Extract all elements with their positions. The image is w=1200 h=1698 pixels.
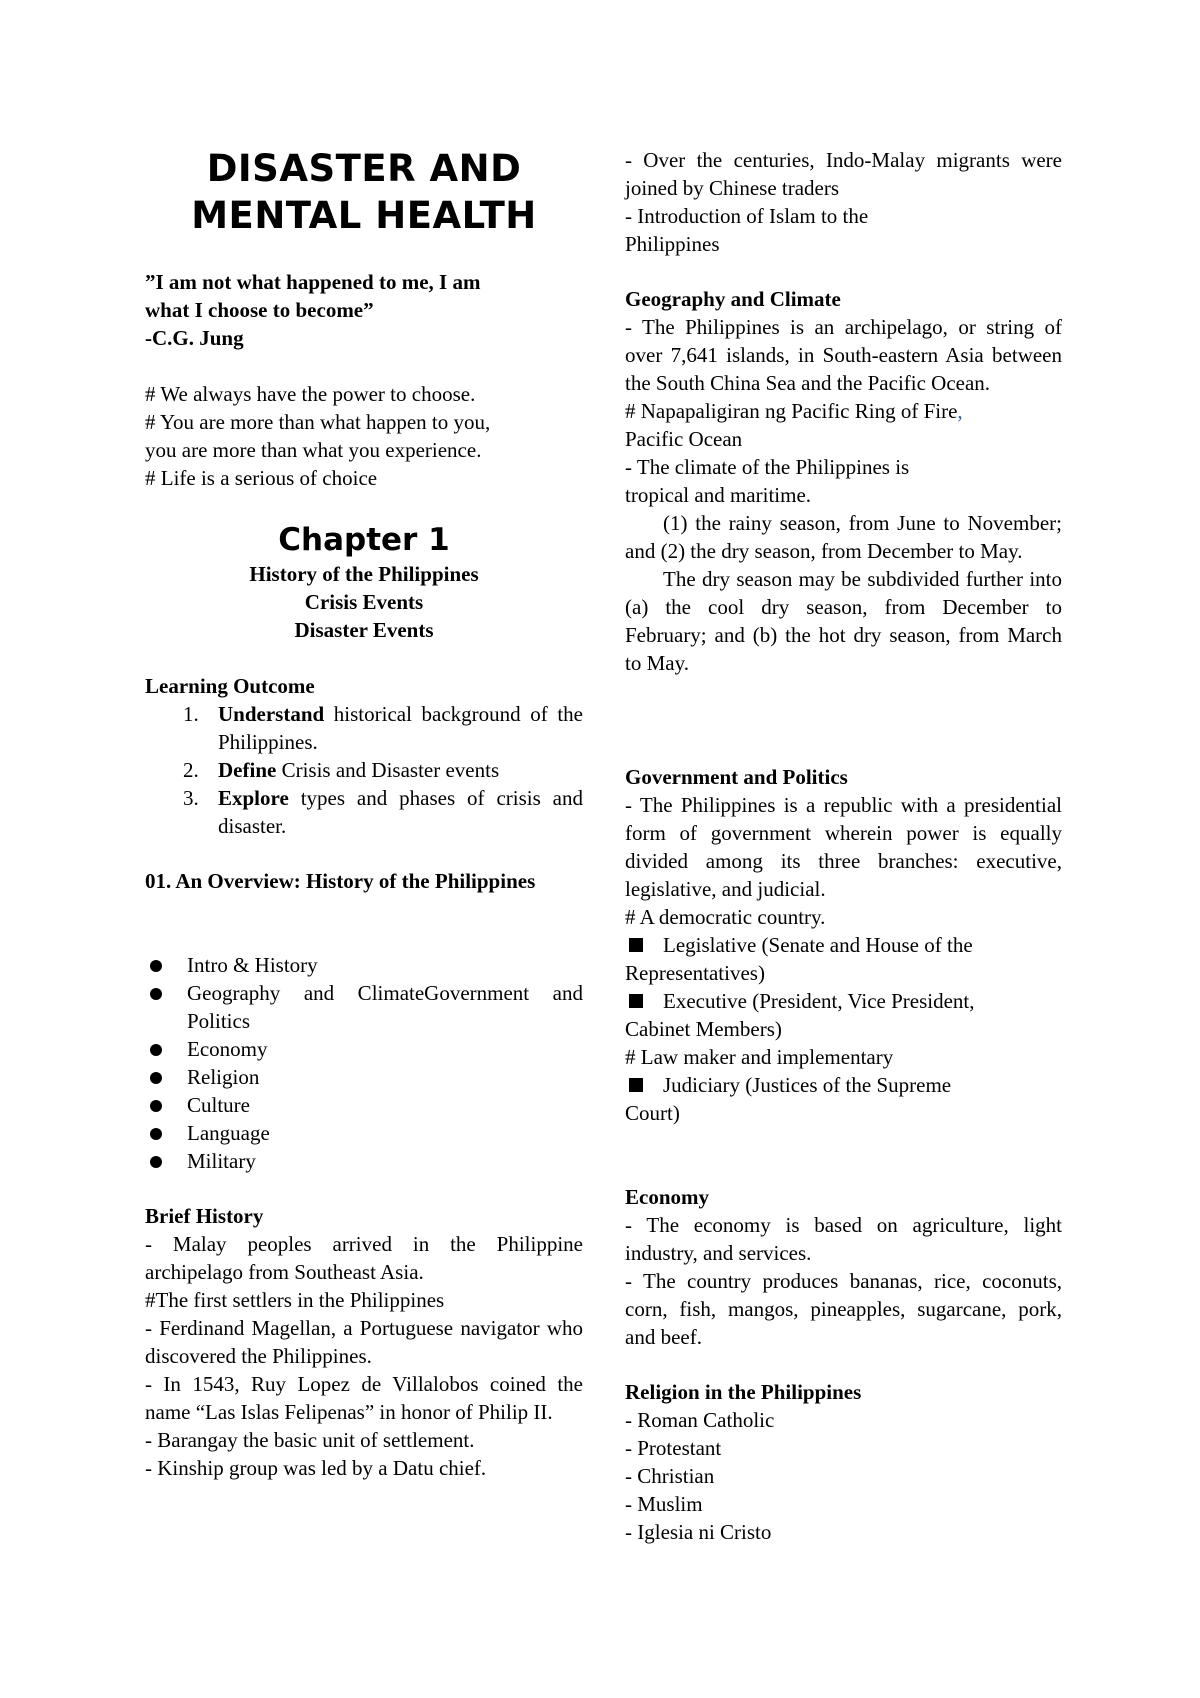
list-item xyxy=(145,951,583,979)
intro-notes xyxy=(145,380,583,492)
history-paragraph: Philippines xyxy=(625,232,720,256)
history-continued xyxy=(625,146,1062,258)
government-heading: Government and Politics xyxy=(625,765,848,789)
economy-heading: Economy xyxy=(625,1185,709,1209)
topic-label: Culture xyxy=(187,1093,250,1117)
square-bullet-icon xyxy=(629,938,643,952)
topic-label: Intro & History xyxy=(187,953,318,977)
note-line: # Life is a serious of choice xyxy=(145,466,378,490)
outcome-keyword: Explore xyxy=(218,786,289,810)
topic-label: Geography and ClimateGovernment and Politics xyxy=(187,981,583,1033)
government-branch xyxy=(625,987,1062,1015)
outcome-text: types and phases of crisis and disaster. xyxy=(218,786,583,838)
topic-label: Economy xyxy=(187,1037,268,1061)
outcome-number: 1. xyxy=(183,702,199,726)
note-line: you are more than what you experience. xyxy=(145,438,482,462)
religion-item: - Iglesia ni Cristo xyxy=(625,1520,772,1544)
outcome-keyword: Understand xyxy=(218,702,325,726)
title-line-1: DISASTER AND xyxy=(206,147,522,190)
topics-list xyxy=(145,951,583,1175)
government-note: # A democratic country. xyxy=(625,905,826,929)
geography-heading: Geography and Climate xyxy=(625,287,841,311)
geography-section xyxy=(625,285,1062,677)
religion-item: - Muslim xyxy=(625,1492,703,1516)
bullet-icon xyxy=(150,1156,162,1168)
history-paragraph: - Barangay the basic unit of settlement. xyxy=(145,1428,475,1452)
government-section xyxy=(625,763,1062,1127)
history-paragraph: - Malay peoples arrived in the Philippine archipelago from Southeast Asia. xyxy=(145,1232,583,1284)
bullet-icon xyxy=(150,988,162,1000)
outcome-text: historical background of the Philippines. xyxy=(218,702,583,754)
geography-paragraph: tropical and maritime. xyxy=(625,483,812,507)
list-item xyxy=(145,979,583,1035)
government-note: # Law maker and implementary xyxy=(625,1045,894,1069)
religion-heading: Religion in the Philippines xyxy=(625,1380,862,1404)
government-branch-continued: Representatives) xyxy=(625,961,765,985)
learning-outcome-item xyxy=(145,784,583,840)
topic-label: Religion xyxy=(187,1065,260,1089)
religion-item: - Christian xyxy=(625,1464,715,1488)
bullet-icon xyxy=(150,1128,162,1140)
economy-paragraph: - The country produces bananas, rice, coconuts, corn, fish, mangos, pineapples, sugarcane, pork, and beef. xyxy=(625,1269,1062,1349)
history-paragraph: - Over the centuries, Indo-Malay migrants were joined by Chinese traders xyxy=(625,148,1062,200)
list-item xyxy=(145,1063,583,1091)
note-line: # We always have the power to choose. xyxy=(145,382,476,406)
outcome-number: 2. xyxy=(183,758,199,782)
chapter-subtitles xyxy=(145,560,583,644)
bullet-icon xyxy=(150,1044,162,1056)
branch-text: Legislative (Senate and House of the xyxy=(663,933,973,957)
government-branch xyxy=(625,931,1062,959)
bullet-icon xyxy=(150,1072,162,1084)
brief-history-heading: Brief History xyxy=(145,1204,264,1228)
quote-line-2: what I choose to become” xyxy=(145,298,374,322)
geography-paragraph xyxy=(625,397,1062,425)
quote xyxy=(145,268,583,352)
overview-heading: 01. An Overview: History of the Philippines xyxy=(145,869,536,893)
government-branch xyxy=(625,1071,1062,1099)
title-line-2: MENTAL HEALTH xyxy=(191,194,537,237)
outcome-keyword: Define xyxy=(218,758,277,782)
branch-text: Judiciary (Justices of the Supreme xyxy=(663,1073,952,1097)
topic-label: Language xyxy=(187,1121,270,1145)
geography-paragraph: (1) the rainy season, from June to November; and (2) the dry season, from December to May. xyxy=(625,511,1062,563)
history-paragraph: - Kinship group was led by a Datu chief. xyxy=(145,1456,487,1480)
outcome-number: 3. xyxy=(183,786,199,810)
chapter-subtitle: Crisis Events xyxy=(304,590,424,614)
geography-paragraph: - The Philippines is an archipelago, or string of over 7,641 islands, in South-eastern Asia between the South China Sea and the Pacific Ocean. xyxy=(625,315,1062,395)
government-paragraph: - The Philippines is a republic with a presidential form of government wherein power is equally divided among its three branches: executive, legislative, and judicial. xyxy=(625,793,1062,901)
bullet-icon xyxy=(150,960,162,972)
religion-item: - Roman Catholic xyxy=(625,1408,775,1432)
learning-outcome-section xyxy=(145,672,583,840)
note-line: # You are more than what happen to you, xyxy=(145,410,491,434)
quote-line-1: ”I am not what happened to me, I am xyxy=(145,270,481,294)
religion-item: - Protestant xyxy=(625,1436,722,1460)
history-paragraph: - Introduction of Islam to the xyxy=(625,204,869,228)
list-item xyxy=(145,1147,583,1175)
square-bullet-icon xyxy=(629,1078,643,1092)
geography-paragraph: - The climate of the Philippines is xyxy=(625,455,910,479)
geography-paragraph: The dry season may be subdivided further into (a) the cool dry season, from December to February; and (b) the hot dry season, from March to May. xyxy=(625,567,1062,675)
brief-history-section xyxy=(145,1202,583,1482)
topic-label: Military xyxy=(187,1149,256,1173)
chapter-subtitle: History of the Philippines xyxy=(249,562,479,586)
religion-section xyxy=(625,1378,1062,1546)
branch-text: Executive (President, Vice President, xyxy=(663,989,975,1013)
chapter-subtitle: Disaster Events xyxy=(294,618,434,642)
square-bullet-icon xyxy=(629,994,643,1008)
ring-of-fire-text: # Napapaligiran ng Pacific Ring of Fire xyxy=(625,399,958,423)
quote-author: -C.G. Jung xyxy=(145,326,244,350)
learning-outcome-item xyxy=(145,756,583,784)
list-item xyxy=(145,1035,583,1063)
chapter-title: Chapter 1 xyxy=(278,522,450,558)
ring-of-fire-comma: , xyxy=(957,399,963,423)
government-branch-continued: Court) xyxy=(625,1101,680,1125)
list-item xyxy=(145,1091,583,1119)
geography-paragraph: Pacific Ocean xyxy=(625,427,743,451)
learning-outcome-item xyxy=(145,700,583,756)
history-paragraph: #The first settlers in the Philippines xyxy=(145,1288,445,1312)
economy-paragraph: - The economy is based on agriculture, light industry, and services. xyxy=(625,1213,1062,1265)
learning-outcome-heading: Learning Outcome xyxy=(145,674,315,698)
government-branch-continued: Cabinet Members) xyxy=(625,1017,782,1041)
list-item xyxy=(145,1119,583,1147)
economy-section xyxy=(625,1183,1062,1351)
history-paragraph: - In 1543, Ruy Lopez de Villalobos coined the name “Las Islas Felipenas” in honor of Philip II. xyxy=(145,1372,583,1424)
document-title xyxy=(145,145,583,239)
history-paragraph: - Ferdinand Magellan, a Portuguese navigator who discovered the Philippines. xyxy=(145,1316,583,1368)
outcome-text: Crisis and Disaster events xyxy=(276,758,500,782)
bullet-icon xyxy=(150,1100,162,1112)
